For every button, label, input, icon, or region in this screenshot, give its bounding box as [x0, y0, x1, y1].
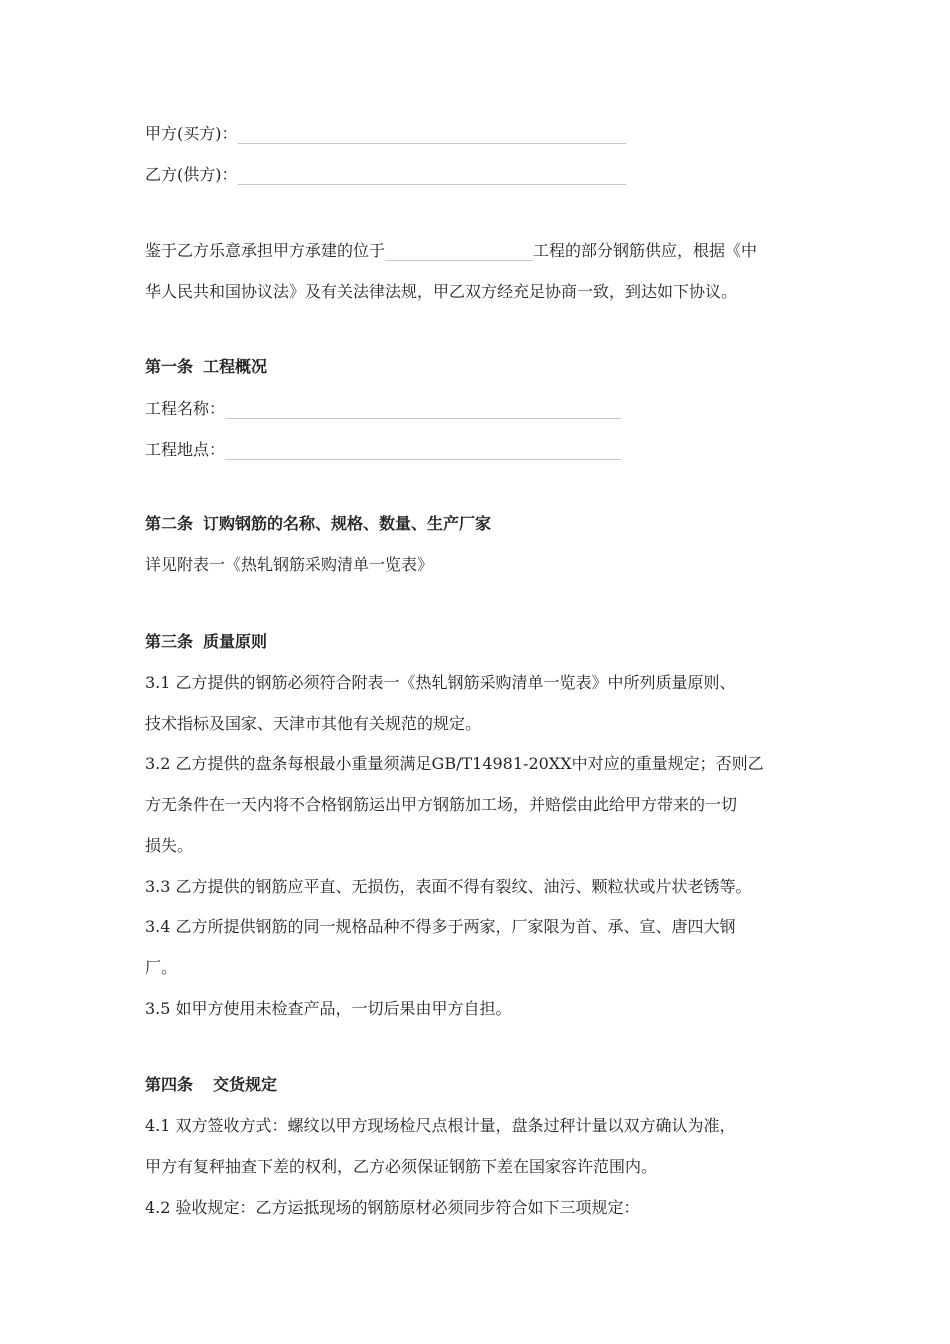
article-3-line: 技术指标及国家、天津市其他有关规范的规定。: [145, 714, 482, 733]
party-a-row: [145, 123, 626, 144]
project-name-label: 工程名称：: [145, 399, 226, 418]
article-4-title: 交货规定: [213, 1075, 278, 1094]
party-b-label: 乙方(供方)：: [145, 165, 238, 184]
article-4-heading: [145, 1075, 277, 1095]
article-2-number: 第二条: [145, 514, 194, 533]
article-4-line: 甲方有复秤抽查下差的权利，乙方必须保证钢筋下差在国家容许范围内。: [145, 1157, 658, 1176]
article-2-body: 详见附表一《热轧钢筋采购清单一览表》: [145, 555, 434, 574]
article-1-heading: [145, 357, 267, 377]
project-name-row: [145, 398, 621, 419]
article-4-line: 4.1 双方签收方式：螺纹以甲方现场检尺点根计量，盘条过秤计量以双方确认为准，: [145, 1116, 736, 1135]
article-3-heading: [145, 632, 267, 652]
article-3-line: 3.4 乙方所提供钢筋的同一规格品种不得多于两家，厂家限为首、承、宣、唐四大钢: [145, 917, 736, 936]
article-3-line: 损失。: [145, 836, 194, 855]
preamble-line-2: 华人民共和国协议法》及有关法律法规，甲乙双方经充足协商一致，到达如下协议。: [145, 282, 738, 301]
article-2-heading: [145, 514, 491, 534]
preamble-text-after: 工程的部分钢筋供应，根据《中: [533, 241, 758, 260]
article-3-number: 第三条: [145, 632, 194, 651]
article-3-line: 方无条件在一天内将不合格钢筋运出甲方钢筋加工场，并赔偿由此给甲方带来的一切: [145, 795, 738, 814]
party-a-label: 甲方(买方)：: [145, 124, 238, 143]
project-name-blank: [225, 398, 621, 419]
project-location-blank: [385, 240, 533, 261]
article-3-line: 3.1 乙方提供的钢筋必须符合附表一《热轧钢筋采购清单一览表》中所列质量原则、: [145, 673, 736, 692]
article-3-line: 3.5 如甲方使用未检查产品，一切后果由甲方自担。: [145, 999, 512, 1018]
article-3-line: 厂。: [145, 958, 178, 977]
party-a-blank: [238, 123, 626, 144]
article-4-number: 第四条: [145, 1075, 194, 1094]
party-b-row: [145, 164, 626, 185]
party-b-blank: [238, 164, 626, 185]
article-3-title: 质量原则: [203, 632, 268, 651]
project-location-field-blank: [225, 439, 621, 460]
article-3-line: 3.3 乙方提供的钢筋应平直、无损伤，表面不得有裂纹、油污、颗粒状或片状老锈等。: [145, 877, 752, 896]
article-3-line: 3.2 乙方提供的盘条每根最小重量须满足GB/T14981-20XX中对应的重量规定；否则乙: [145, 754, 764, 773]
article-1-number: 第一条: [145, 357, 194, 376]
article-4-line: 4.2 验收规定：乙方运抵现场的钢筋原材必须同步符合如下三项规定：: [145, 1198, 640, 1217]
project-location-row: [145, 439, 621, 460]
preamble-text-before: 鉴于乙方乐意承担甲方承建的位于: [145, 241, 386, 260]
article-1-title: 工程概况: [203, 357, 268, 376]
article-2-title: 订购钢筋的名称、规格、数量、生产厂家: [203, 514, 492, 533]
preamble-line-1: [145, 240, 757, 261]
project-location-label: 工程地点：: [145, 440, 226, 459]
